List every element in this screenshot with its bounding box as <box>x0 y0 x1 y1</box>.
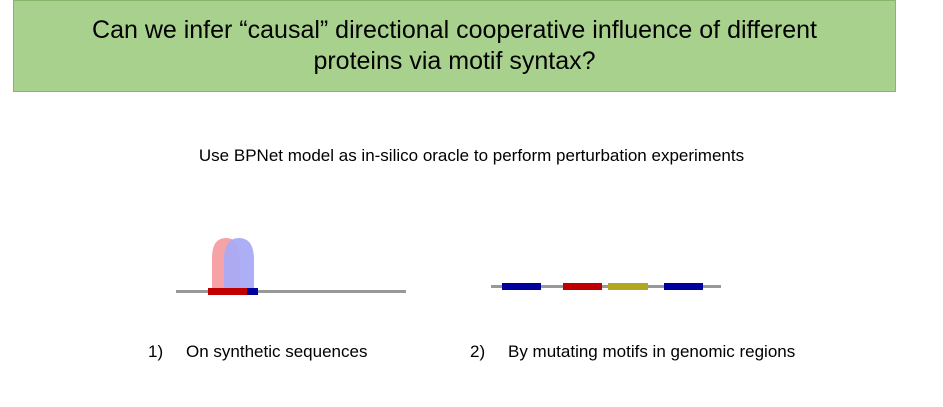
list-item <box>148 340 367 364</box>
slide-title: Can we infer “causal” directional cooperative influence of different proteins via motif syntax? <box>92 16 817 75</box>
item-number: 1) <box>148 342 164 361</box>
olive-motif-3 <box>608 283 648 290</box>
blue-motif-1 <box>502 283 541 290</box>
genomic-region-diagram <box>491 283 721 290</box>
red-motif <box>208 288 248 295</box>
blue-motif-4 <box>664 283 703 290</box>
list-item <box>470 340 798 364</box>
red-motif-2 <box>563 283 602 290</box>
item-text: On synthetic sequences <box>186 342 368 361</box>
item-text: By mutating motifs in genomic regions <box>508 342 796 361</box>
synthetic-sequence-diagram <box>176 238 406 295</box>
item-number: 2) <box>470 342 486 361</box>
blue-motif <box>247 288 258 295</box>
blue-peak <box>224 238 254 290</box>
slide-subtitle: Use BPNet model as in-silico oracle to perform perturbation experiments <box>198 146 745 165</box>
